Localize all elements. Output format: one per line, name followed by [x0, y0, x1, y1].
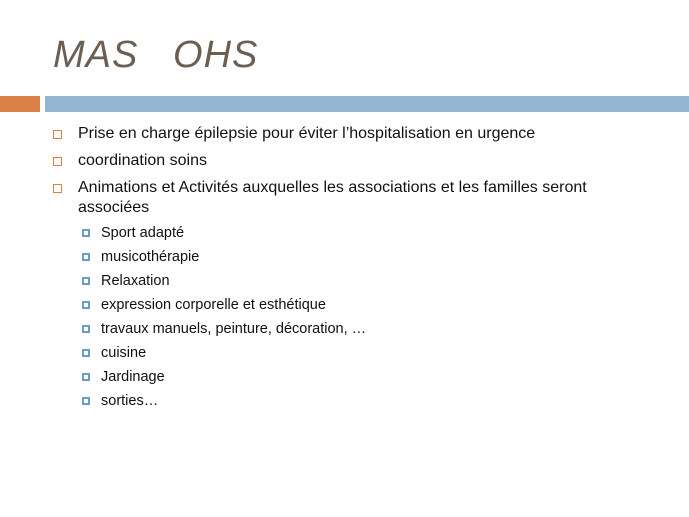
- sub-bullet-item: sorties…: [101, 393, 159, 409]
- sub-bullet-item: Relaxation: [101, 273, 170, 289]
- bullet-item: coordination soins: [78, 152, 207, 169]
- sub-bullet-marker: [82, 325, 90, 333]
- sub-bullet-item: travaux manuels, peinture, décoration, …: [101, 321, 367, 337]
- sub-bullet-marker: [82, 229, 90, 237]
- sub-bullet-item: musicothérapie: [101, 249, 200, 265]
- bullet-marker: [53, 184, 62, 193]
- sub-bullet-marker: [82, 301, 90, 309]
- sub-bullet-item: cuisine: [101, 345, 147, 361]
- bullet-item: Animations et Activités auxquelles les associations et les familles seront associées: [78, 179, 587, 216]
- accent-bar-blue: [45, 96, 689, 112]
- sub-bullet-item: expression corporelle et esthétique: [101, 297, 326, 313]
- bullet-item: Prise en charge épilepsie pour éviter l’hospitalisation en urgence: [78, 125, 536, 142]
- sub-bullet-marker: [82, 277, 90, 285]
- sub-bullet-marker: [82, 253, 90, 261]
- sub-bullet-item: Jardinage: [101, 369, 165, 385]
- bullet-marker: [53, 130, 62, 139]
- sub-bullet-marker: [82, 349, 90, 357]
- sub-bullet-item: Sport adapté: [101, 225, 185, 241]
- sub-bullet-marker: [82, 397, 90, 405]
- accent-bar-orange: [0, 96, 40, 112]
- sub-bullet-marker: [82, 373, 90, 381]
- bullet-marker: [53, 157, 62, 166]
- slide-title: MAS OHS: [53, 34, 259, 76]
